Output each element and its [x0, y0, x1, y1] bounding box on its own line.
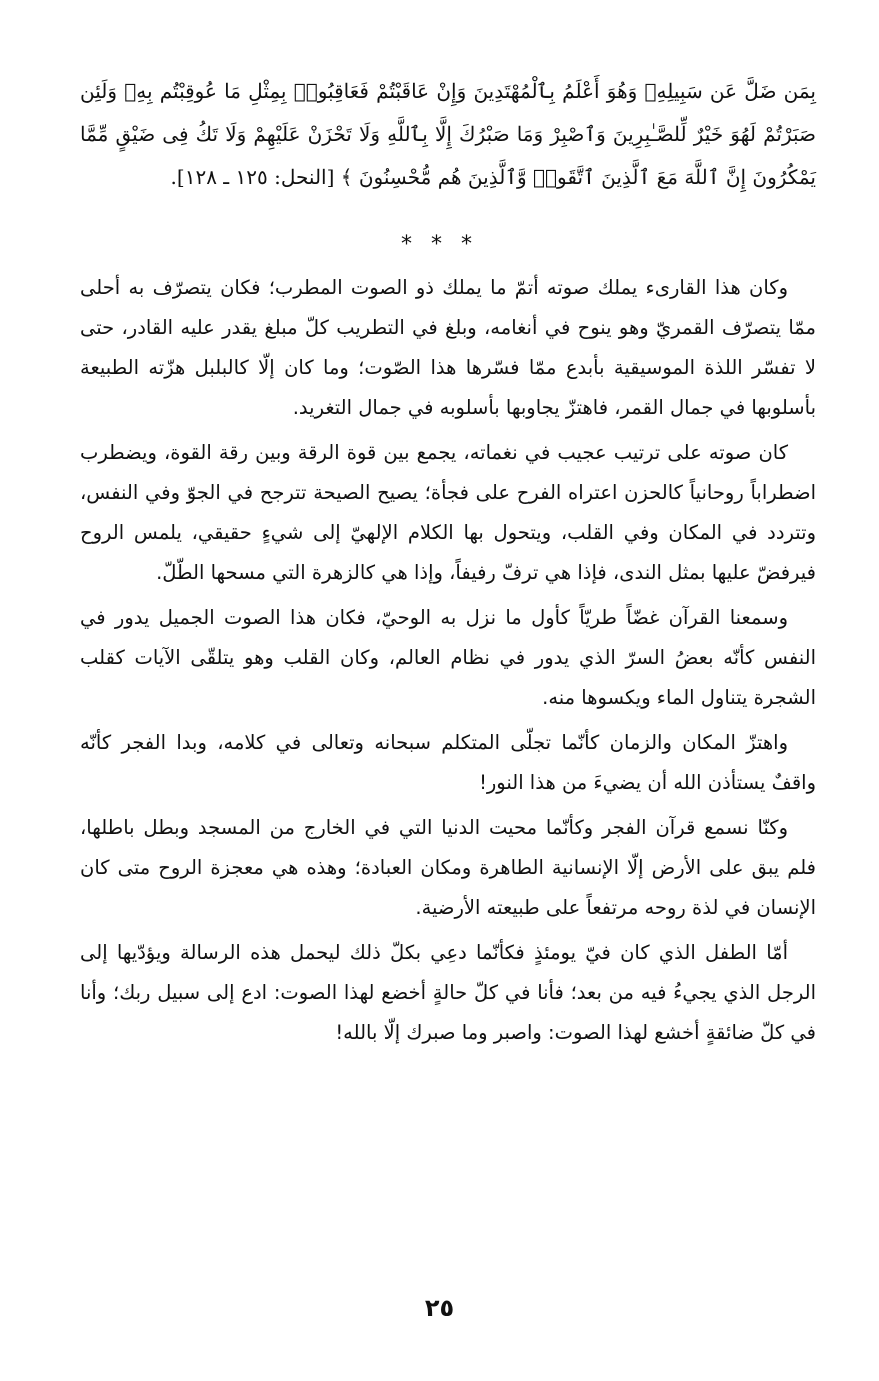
page-number: ٢٥ — [424, 1294, 455, 1322]
paragraph: وكان هذا القارىء يملك صوته أتمّ ما يملك ذو الصوت المطرب؛ فكان يتصرّف به أحلى ممّا يتصرّف القمريّ وهو ينوح في أنغامه، وبلغ في التطريب كلّ مبلغ يقدر عليه القادر، حتى لا تفسّر اللذة الموسيقية بأبدع ممّا فسّرها هذا الصّوت؛ وما كان إلّا كالبلبل هزّته الطبيعة بأسلوبها في جمال القمر، فاهتزّ يجاوبها بأسلوبه في جمال التغريد. — [80, 276, 816, 419]
quran-passage: بِمَن ضَلَّ عَن سَبِيلِهِۦ وَهُوَ أَعْلَمُ بِٱلْمُهْتَدِينَ وَإِنْ عَاقَبْتُمْ فَعَاقِبُوا۟ بِمِثْلِ مَا عُوقِبْتُم بِهِۦ وَلَئِن صَبَرْتُمْ لَهُوَ خَيْرٌ لِّلصَّـٰبِرِينَ وَٱصْبِرْ وَمَا صَبْرُكَ إِلَّا بِٱللَّهِ وَلَا تَحْزَنْ عَلَيْهِمْ وَلَا تَكُ فِى ضَيْقٍ مِّمَّا يَمْكُرُونَ إِنَّ ٱللَّهَ مَعَ ٱلَّذِينَ ٱتَّقَوا۟ وَّٱلَّذِينَ هُم مُّحْسِنُونَ ﴾ [النحل: ١٢٥ ـ ١٢٨]. — [80, 79, 816, 189]
body-text — [80, 268, 816, 1058]
section-divider: * * * — [401, 232, 478, 257]
paragraph: وكنّا نسمع قرآن الفجر وكأنّما محيت الدنيا التي في الخارج من المسجد وبطل باطلها، فلم يبق على الأرض إلّا الإنسانية الطاهرة ومكان العبادة؛ وهذه هي معجزة الروح متى كان الإنسان في لذة روحه مرتفعاً على طبيعته الأرضية. — [80, 816, 816, 919]
paragraph: وسمعنا القرآن غضّاً طريّاً كأول ما نزل به الوحيّ، فكان هذا الصوت الجميل يدور في النفس كأنّه بعضُ السرّ الذي يدور في نظام العالم، وكان القلب وهو يتلقّى الآيات كقلب الشجرة يتناول الماء ويكسوها منه. — [80, 606, 816, 709]
paragraph: كان صوته على ترتيب عجيب في نغماته، يجمع بين قوة الرقة وبين رقة القوة، ويضطرب اضطراباً روحانياً كالحزن اعتراه الفرح على فجأة؛ يصيح الصيحة تترجح في الجوّ وفي النفس، وتتردد في المكان وفي القلب، ويتحول بها الكلام الإلهيّ إلى شيءٍ حقيقي، يلمس الروح فيرفضّ عليها بمثل الندى، فإذا هي ترفّ رفيفاً، وإذا هي كالزهرة التي مسحها الطّلّ. — [80, 441, 816, 584]
paragraph: واهتزّ المكان والزمان كأنّما تجلّى المتكلم سبحانه وتعالى في كلامه، وبدا الفجر كأنّه واقفٌ يستأذن الله أن يضيءَ من هذا النور! — [80, 731, 816, 794]
paragraph: أمّا الطفل الذي كان فيّ يومئذٍ فكأنّما دعِي بكلّ ذلك ليحمل هذه الرسالة ويؤدّيها إلى الرجل الذي يجيءُ فيه من بعد؛ فأنا في كلّ حالةٍ أخضع لهذا الصوت: ادع إلى سبيل ربك؛ وأنا في كلّ ضائقةٍ أخشع لهذا الصوت: واصبر وما صبرك إلّا بالله! — [80, 941, 816, 1044]
